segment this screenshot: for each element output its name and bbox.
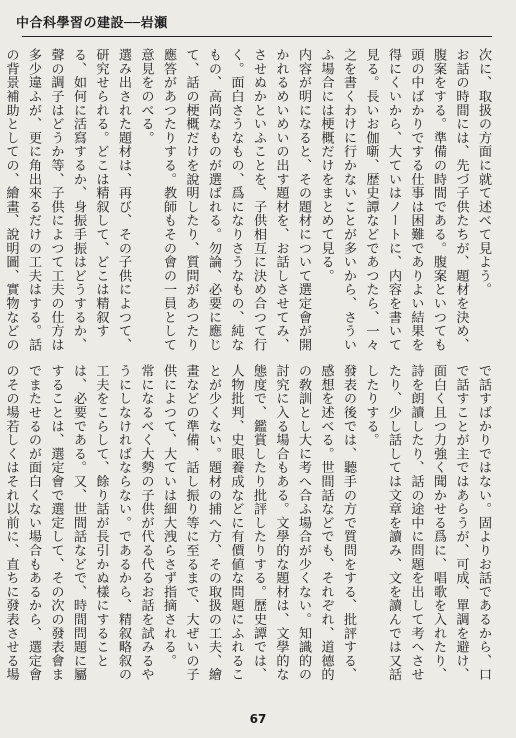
paragraph: で話すばかりではない。固よりお話であるから、口で話すことが主ではあらうが、可成、單調を避け、面白く且つ力強く聞かせる爲に、唱歌を入れたり、詩を朗讀したり、話の途中に問題を出して考へさせたり、少し話しては文章を讀み、文を讀んでは又話したりする。 xyxy=(363,364,491,682)
paragraph: 選み出された題材は、再び、その子供によつて、研究せられる。どこは精叙して、どこは精叙する、如何に活寫するか、身振手振はどうするか、聲の調子はどうか等、子供によつて工夫の仕方は多少違ふが、更に角出來るだけの工夫はする。話の背景補助としての、繪畫、說明圖、實物などの xyxy=(3,48,131,352)
upper-text-block xyxy=(3,48,494,356)
paragraph: お話の時間には、先づ子供たちが、題材を決め、腹案をする。準備の時間である。腹案といつても頭の中ばかりでする仕事は困難でありよい結果を得にくいから、大ていはノートに、内容を書いて見る。長いお伽噺、歴史譚などであつたら、一々之を書くわけに行かないことが多いから、さういふ場合には梗概だけをまとめて見る。 xyxy=(318,48,469,352)
header-rule xyxy=(22,36,492,37)
running-header: 中合科學習の建設──岩瀬 xyxy=(16,16,168,31)
paragraph: 次に、取扱の方面に就て述べて見よう。 xyxy=(476,48,491,297)
page-number: 67 xyxy=(249,712,267,726)
paragraph: 發表の後では、聽手の方で質問をする、批評する、感想を述べる。世間話などでも、それぞれ、道德的の敎訓とし大に考へ合ふ場合が少くない。知識的の討究に入る場合もある。文學的な題材は、文學的な態度で、鑑賞したり批評したりする。歷史譚では、人物批判、史眼養成などに有價値な問題にふれることが少くない。題材の捕へ方、その取扱の工夫、繪畫などの準備、話し振り等に至るまで、大ぜいの子供によつて、大ていは細大洩らさず指摘される。 xyxy=(161,364,356,682)
lower-text-block xyxy=(3,364,494,682)
paragraph: 常になるべく大勢の子供が代る代るお話を試みるやうにしなければならない。であるから、精叙略叙の工夫をこらして、餘り話が長引かぬ樣にすることは、必要である。又、世間話などで、時間問題に屬することは、選定會で選定して、その次の發表會までまたせるのが面白くない場合もあるから、選定會のその場若しくはそれ以前に、直ちに發表させる場 xyxy=(3,364,154,682)
paragraph: 内容が明になると、その題材について選定會が開かれるめいめいの出す題材を、お話しさせてみ、させぬかといふことを、子供相互に決め合つて行く。面白さうなもの、爲になりさうなもの、純なもの、高尚なものが選ばれる。勿論、必要に應じて、話の梗概だけを說明したり、質問があつたり應答があつたりする。教師もその會の一員として意見をのべる。 xyxy=(138,48,311,352)
